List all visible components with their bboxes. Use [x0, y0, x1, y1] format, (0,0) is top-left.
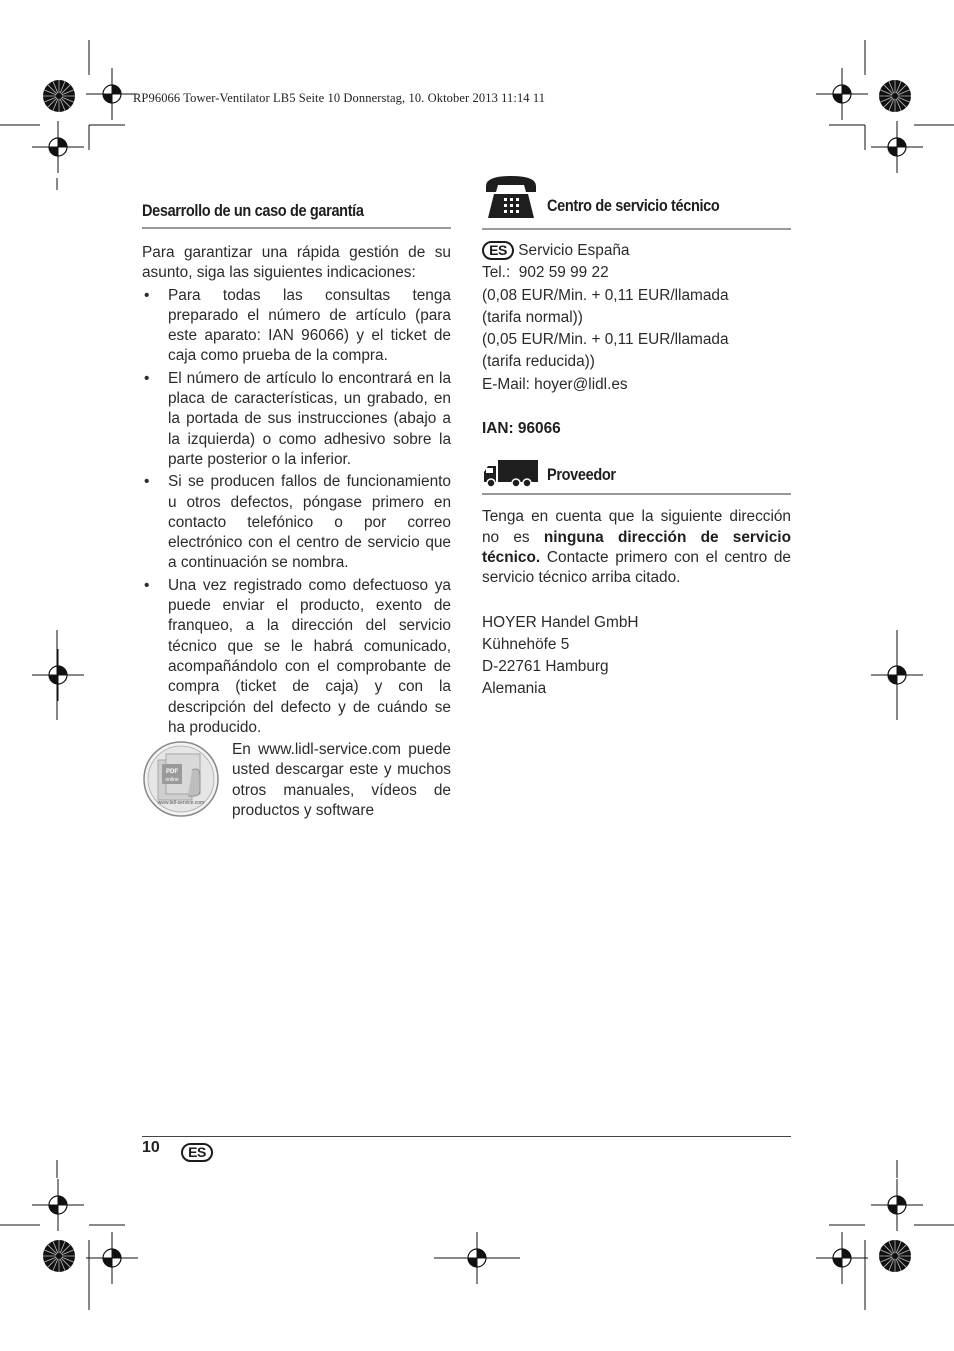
service-country: Servicio España — [518, 242, 630, 259]
footer-language-badge: ES — [181, 1143, 213, 1162]
page-number: 10 — [142, 1139, 160, 1156]
service-rate-reduced-label: (tarifa reducida)) — [482, 353, 595, 371]
address-line: D-22761 Hamburg — [482, 658, 609, 676]
list-item: • El número de artículo lo encontrará en la placa de características, un grabado, en la portada de sus instrucciones (abajo a la izquierda) o como adhesivo sobre la parte posterior o la inferior. — [142, 369, 451, 470]
supplier-heading-row — [482, 456, 791, 488]
online-label: online — [165, 777, 179, 784]
list-item: • Una vez registrado como defectuoso ya puede enviar el producto, exento de franqueo, a la dirección del servicio técnico que se le habrá comunicado, acompañándolo con el comprobante de compra (ticket de caja) y con la descripción del defecto y de cuándo se ha producido. — [142, 576, 451, 738]
lidl-service-text: En www.lidl-service.com puede usted descargar este y muchos otros manuales, vídeos de productos y software — [232, 741, 451, 820]
service-rate-reduced: (0,05 EUR/Min. + 0,11 EUR/llamada — [482, 331, 729, 349]
lidl-service-note — [142, 740, 451, 821]
supplier-note — [482, 507, 791, 588]
supplier-heading: Proveedor — [547, 466, 616, 485]
service-country-line — [482, 241, 791, 261]
list-item: • Para todas las consultas tenga preparado el número de artículo (para este aparato: IAN 96066) y el ticket de caja como prueba de la compra. — [142, 286, 451, 367]
service-heading: Centro de servicio técnico — [547, 197, 720, 215]
supplier-note-text-end: Contacte primero con el centro de servicio técnico arriba citado. — [482, 548, 791, 587]
warranty-column — [142, 200, 451, 821]
service-column — [482, 170, 791, 700]
warranty-intro: Para garantizar una rápida gestión de su asunto, siga las siguientes indicaciones: — [142, 244, 451, 282]
service-rate-normal-label: (tarifa normal)) — [482, 308, 583, 326]
telephone-icon — [482, 172, 540, 220]
service-heading-rule — [482, 228, 791, 230]
print-slug: RP96066 Tower-Ventilator LB5 Seite 10 Donnerstag, 10. Oktober 2013 11:14 11 — [133, 91, 546, 105]
address-line: HOYER Handel GmbH — [482, 613, 639, 631]
service-phone: Tel.: 902 59 99 22 — [482, 264, 609, 282]
lidl-service-download-icon — [142, 740, 220, 818]
ian-number: IAN: 96066 — [482, 420, 561, 438]
warranty-steps — [142, 286, 451, 739]
warranty-heading: Desarrollo de un caso de garantía — [142, 202, 364, 220]
service-rate-normal: (0,08 EUR/Min. + 0,11 EUR/llamada — [482, 286, 729, 304]
supplier-note-emphasis: ninguna dirección de servicio técnico. — [482, 528, 791, 566]
footer-rule — [142, 1136, 791, 1137]
service-heading-row — [482, 170, 791, 220]
service-email: E-Mail: hoyer@lidl.es — [482, 375, 628, 393]
list-item: • Si se producen fallos de funcionamiento u otros defectos, póngase primero en contacto telefónico o por correo electrónico con el centro de servicio que a continuación se nombra. — [142, 472, 451, 573]
warranty-heading-rule — [142, 227, 451, 229]
supplier-note-text: Tenga en cuenta que la siguiente dirección no es — [482, 508, 791, 546]
address-line: Kühnehöfe 5 — [482, 635, 570, 653]
pdf-label: PDF — [166, 769, 178, 776]
supplier-address — [482, 613, 791, 700]
supplier-heading-rule — [482, 493, 791, 495]
lidl-url-label: www.lidl-service.com — [157, 800, 205, 807]
address-line: Alemania — [482, 680, 547, 698]
spain-badge: ES — [482, 241, 514, 260]
delivery-truck-icon — [482, 458, 540, 488]
